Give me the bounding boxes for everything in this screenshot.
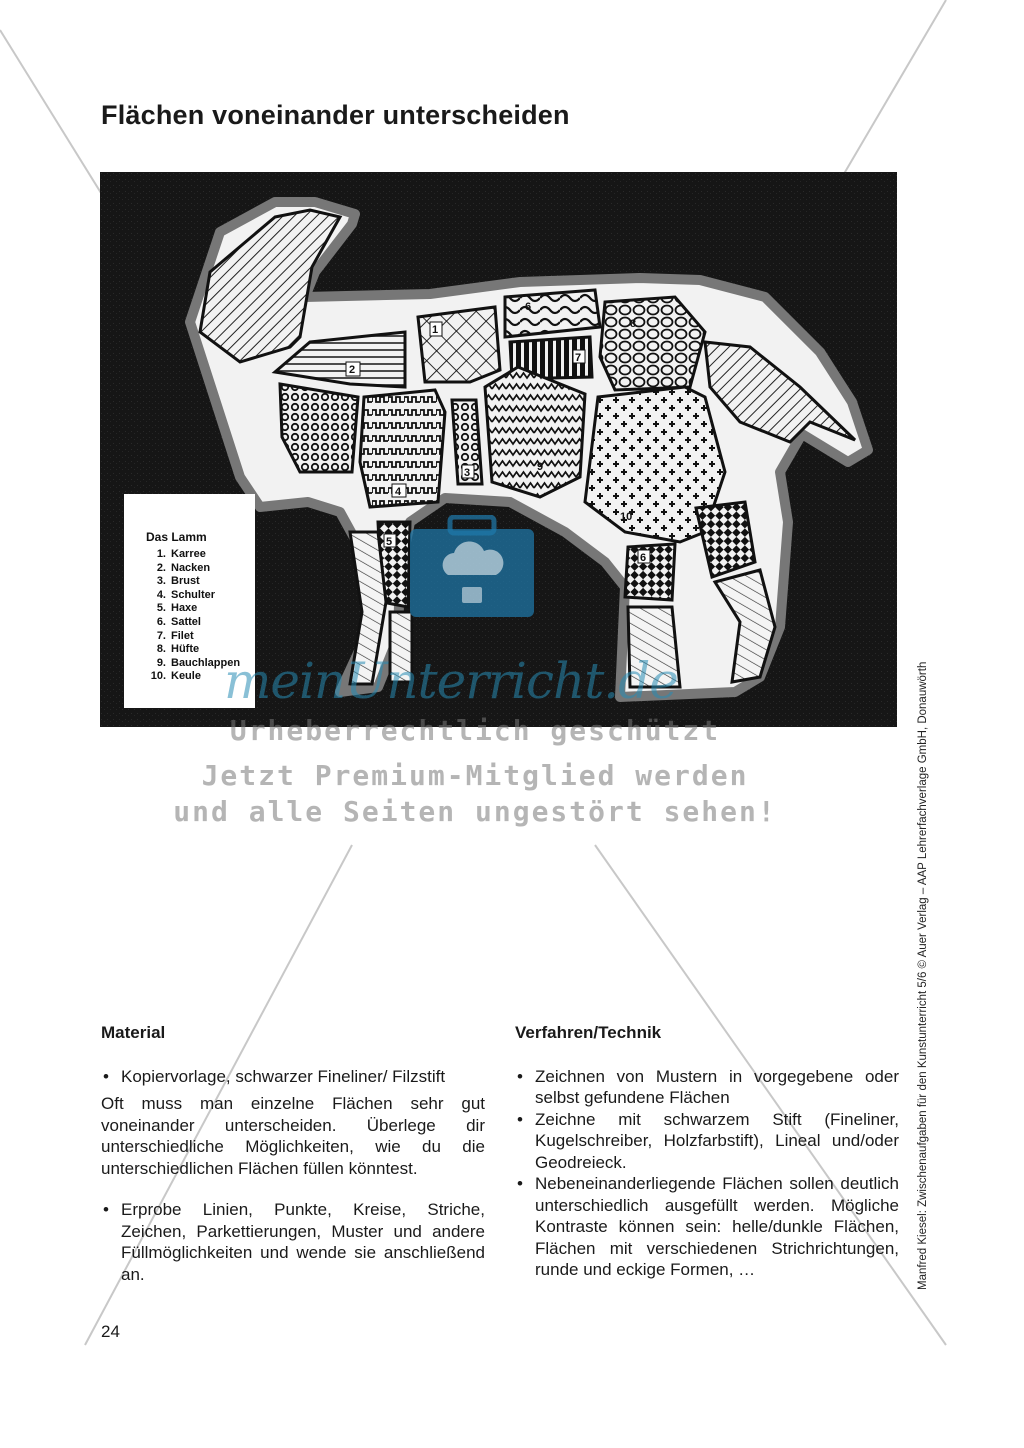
watermark-premium-line1: Jetzt Premium-Mitglied werden [201, 759, 749, 792]
region-label-3: 3 [464, 467, 471, 479]
briefcase-cloud-icon [408, 515, 536, 619]
material-heading: Material [101, 1023, 166, 1042]
legend-item: 1. Karree [156, 548, 206, 560]
verfahren-bullet: • Nebeneinanderliegende Flächen sollen deutlich unterschiedlich ausgefüllt werden. Mögliche Kontraste können sein: helle/dunkle Flächen, Flächen mit verschiedenen Strichrichtungen, runde und eckige Formen, … [515, 1173, 899, 1281]
lamb-illustration [100, 172, 897, 727]
legend-title: Das Lamm [146, 530, 207, 544]
legend-item: 9. Bauchlappen [156, 656, 241, 669]
legend-item: 10. Keule [150, 670, 201, 683]
material-bullet: • Erprobe Linien, Punkte, Kreise, Striche, Zeichen, Parkettierungen, Muster und andere Füllmöglichkeiten und wende sie anschließend an. [101, 1199, 485, 1285]
watermark-premium-line2: und alle Seiten ungestört sehen! [173, 795, 777, 828]
legend-item: 2. Nacken [156, 561, 211, 574]
region-6 [505, 290, 600, 337]
verfahren-bullet: • Zeichnen von Mustern in vorgegebene oder selbst gefundene Flächen [515, 1066, 899, 1109]
region-label-2: 2 [349, 364, 356, 376]
region-label-4: 4 [395, 486, 402, 498]
watermark-brand: meinUnterricht.de [224, 652, 678, 710]
side-credit: Manfred Kiesel: Zwischenaufgaben für den Kunstunterricht 5/6 © Auer Verlag – AAP Lehrerfachverlage GmbH, Donauwörth [917, 661, 929, 1290]
verfahren-heading: Verfahren/Technik [515, 1023, 662, 1042]
page-number: 24 [101, 1322, 120, 1341]
legend-item: 4. Schulter [156, 588, 216, 601]
region-label-10: 10 [620, 511, 633, 523]
verfahren-bullet: • Zeichne mit schwarzem Stift (Fineliner, Kugelschreiber, Holzfarbstift), Lineal und/oder Geodreieck. [515, 1109, 899, 1174]
legend-item: 8. Hüfte [156, 643, 200, 656]
legend-item: 5. Haxe [156, 602, 198, 615]
region-label-8: 8 [630, 318, 637, 330]
verfahren-column [515, 1022, 899, 1281]
page-title: Flächen voneinander unterscheiden [101, 100, 570, 130]
region-label-5: 5 [386, 536, 393, 548]
legend-item: 6. Sattel [156, 615, 201, 628]
legend-item: 3. Brust [156, 575, 200, 588]
region-label-7: 7 [575, 352, 582, 364]
region-1 [418, 307, 500, 382]
region-label-6-leg: 6 [640, 552, 647, 564]
legend-item: 7. Filet [156, 629, 194, 642]
watermark-copyright: Urheberrechtlich geschützt [229, 714, 721, 747]
region-9 [485, 367, 585, 497]
material-bullet: • Kopiervorlage, schwarzer Fineliner/ Filzstift [101, 1066, 485, 1088]
region-label-6: 6 [525, 301, 532, 313]
region-label-9: 9 [537, 461, 544, 473]
region-3-chest [280, 384, 358, 472]
region-label-1: 1 [432, 324, 439, 336]
material-paragraph: Oft muss man einzelne Flächen sehr gut voneinander unterscheiden. Überlege dir unterschiedliche Möglichkeiten, wie du die unterschiedlichen Flächen füllen könntest. [101, 1094, 485, 1178]
material-column [101, 1022, 485, 1285]
